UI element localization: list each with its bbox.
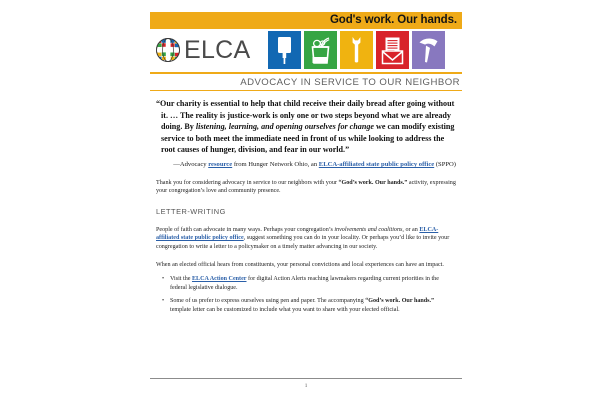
page-footer — [150, 378, 462, 389]
document-body — [156, 98, 456, 319]
list-item — [170, 275, 456, 292]
tagline-text: God's work. Our hands. — [329, 13, 457, 26]
wrench-icon — [340, 31, 373, 69]
bullet2-bold: “God’s work. Our hands.” — [365, 298, 435, 305]
bullet1-before: Visit the — [170, 276, 192, 283]
intro-before: Thank you for considering advocacy in service to our neighbors with your — [156, 179, 339, 186]
elca-action-center-link[interactable]: ELCA Action Center — [191, 276, 247, 283]
intro-paragraph — [156, 179, 456, 196]
ministry-icon-strip — [268, 31, 445, 69]
bullet2-before: Some of us prefer to express ourselves using pen and paper. The accompanying — [170, 298, 366, 305]
intro-after: activity, expressing your congregation’s love and community presence. — [156, 179, 456, 195]
hammer-icon — [412, 31, 445, 69]
resource-link[interactable]: resource — [208, 160, 233, 168]
logo-row — [150, 30, 462, 70]
letter-writing-paragraph-1 — [156, 226, 456, 251]
page-number: 1 — [304, 383, 308, 389]
list-item — [170, 297, 456, 314]
quote-attribution — [156, 160, 456, 169]
elca-wordmark: ELCA — [184, 35, 251, 64]
letter-writing-paragraph-2: When an elected official hears from constituents, your personal convictions and local experiences can have an impact. — [156, 262, 444, 268]
bullet1-after: for digital Action Alerts reaching lawmakers regarding current priorities in the federal legislative dialogue. — [170, 276, 439, 291]
sppo-link[interactable]: ELCA-affiliated state public policy office — [318, 160, 435, 168]
intro-bold-phrase: “God’s work. Our hands.” — [338, 179, 408, 186]
section-heading-letter-writing: LETTER-WRITING — [156, 206, 226, 216]
quote-line-4: we can modify existing service to both meet the immediate need in front of us while looking to address the root causes of hunger, division, and fear in our world. — [161, 122, 455, 155]
gold-divider-bottom — [150, 90, 462, 91]
envelope-letter-icon — [376, 31, 409, 69]
attribution-suffix: (SPPO) — [434, 160, 456, 168]
quote-line-3: what we are already doing. By — [161, 110, 451, 132]
masthead — [150, 12, 462, 91]
paintbrush-icon — [268, 31, 301, 69]
sppo-link-body[interactable]: ELCA-affiliated state public policy office — [156, 226, 439, 242]
quote-line-1: Our charity is essential to help that child receive their daily bread after going — [160, 99, 426, 108]
quote-close-mark: ” — [345, 145, 350, 155]
quote-open-mark: “ — [156, 99, 161, 108]
attribution-mid: from Hunger Network Ohio, an — [232, 160, 319, 168]
bullet2-after: template letter can be customized to include what you want to share with your elected official. — [170, 306, 400, 313]
header-rules — [150, 72, 462, 91]
quote-line-2: without it. … The reality is justice-work is only one or two steps beyond — [161, 99, 455, 120]
lw-p1-c: , suggest something you can do in your locality. Or perhaps you’d like to invite your congregation to write a letter to a policymaker on a timely matter advancing in our society. — [156, 235, 450, 250]
tagline-bar — [150, 12, 462, 29]
attribution-dash: —Advocacy — [173, 160, 209, 168]
letter-writing-bullet-list — [156, 275, 456, 314]
elca-brand — [150, 37, 268, 63]
lw-p1-italic: involvements and coalitions — [334, 226, 403, 233]
pull-quote — [156, 98, 456, 156]
quote-emphasis: listening, learning, and opening ourselves for change — [195, 122, 374, 132]
elca-globe-cross-logo — [155, 37, 181, 63]
grocery-bag-icon — [304, 31, 337, 69]
lw-p1-a: People of faith can advocate in many ways. Perhaps your congregation’s — [156, 226, 335, 233]
header-subtitle: ADVOCACY IN SERVICE TO OUR NEIGHBOR — [240, 76, 460, 88]
lw-p1-b: , or an — [402, 226, 420, 233]
